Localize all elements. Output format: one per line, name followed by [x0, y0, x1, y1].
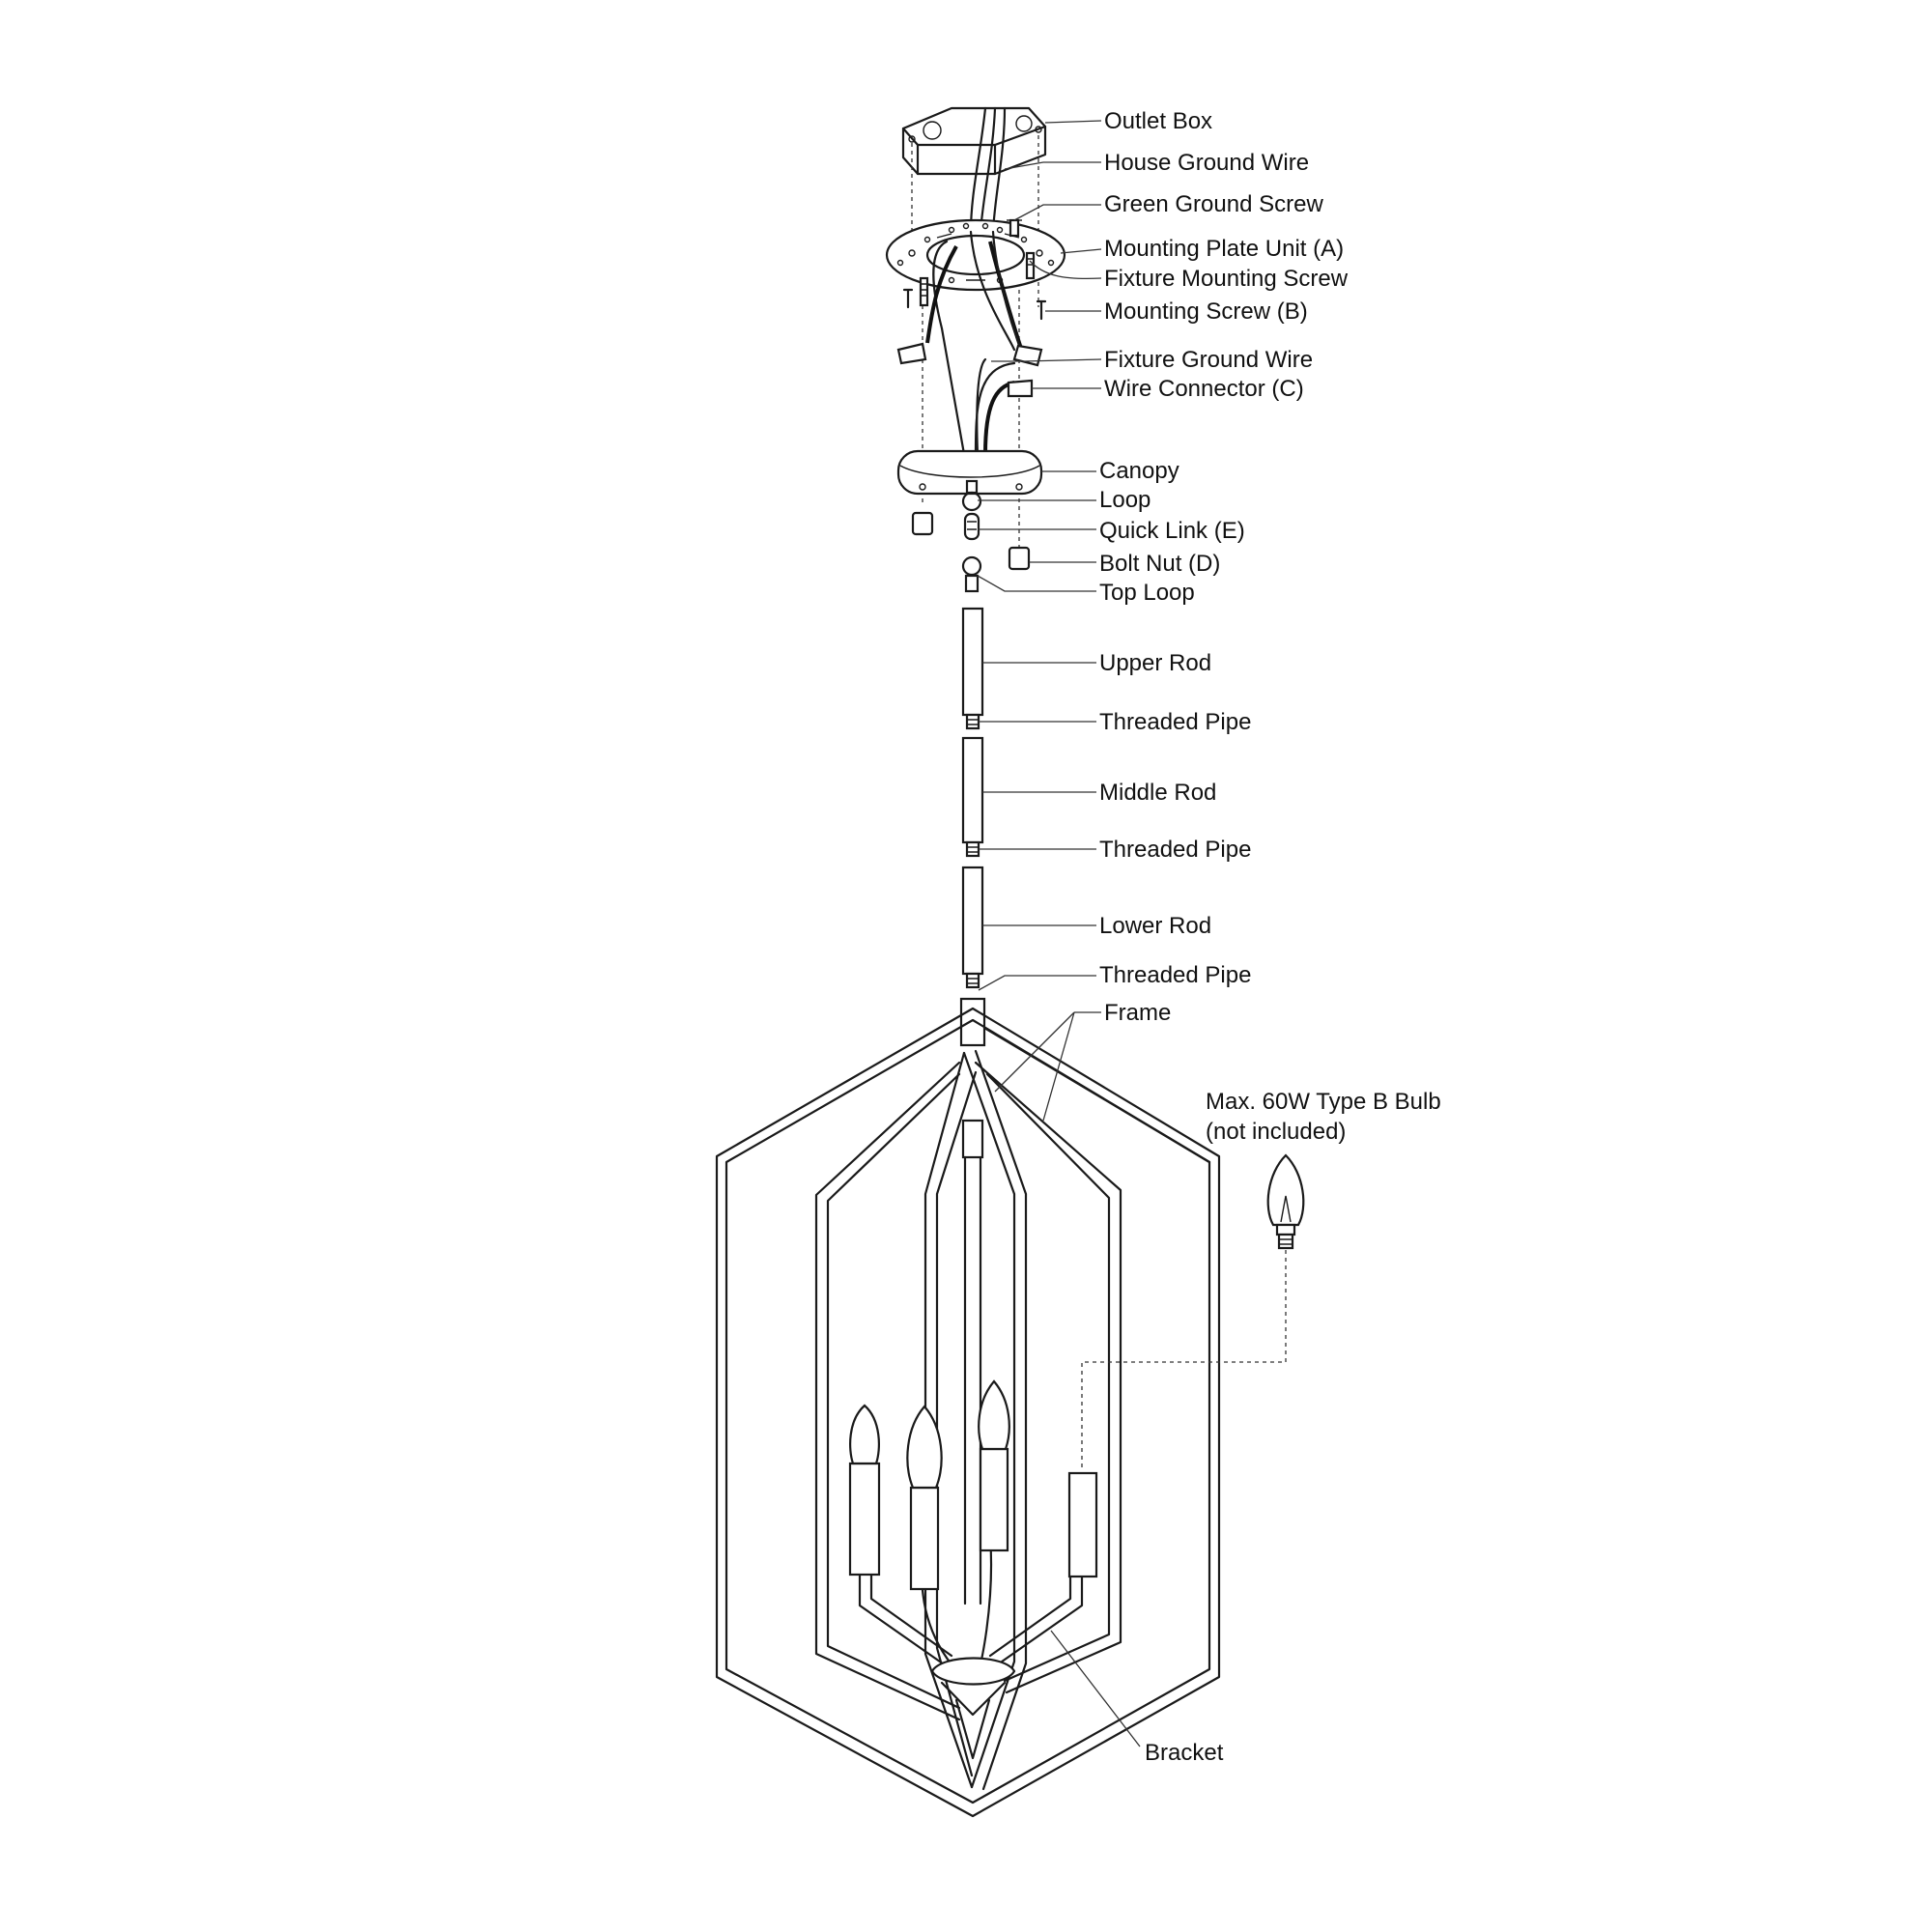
house-wires: [971, 108, 1005, 232]
loop-assembly: [963, 481, 980, 591]
bulb-3: [979, 1381, 1009, 1449]
label-frame: Frame: [1104, 1000, 1172, 1026]
label-lower-rod: Lower Rod: [1099, 913, 1212, 939]
label-threaded-pipe-1: Threaded Pipe: [1099, 709, 1252, 735]
label-middle-rod: Middle Rod: [1099, 780, 1217, 806]
lower-rod: [963, 867, 982, 974]
label-house-ground-wire: House Ground Wire: [1104, 150, 1310, 176]
candle-3: [980, 1449, 1008, 1550]
wire-connectors: [898, 344, 1041, 396]
label-mounting-screw: Mounting Screw (B): [1104, 298, 1308, 325]
label-upper-rod: Upper Rod: [1099, 650, 1212, 676]
label-threaded-pipe-3: Threaded Pipe: [1099, 962, 1252, 988]
label-wire-connector: Wire Connector (C): [1104, 376, 1304, 402]
outlet-box: [903, 108, 1045, 174]
middle-rod: [963, 738, 982, 842]
label-outlet-box: Outlet Box: [1104, 108, 1213, 134]
labels: [1099, 108, 1441, 1766]
frame: [717, 999, 1219, 1816]
label-fixture-ground-wire: Fixture Ground Wire: [1104, 347, 1314, 373]
upper-rod: [963, 609, 982, 715]
bulb-1: [850, 1406, 879, 1463]
candle-4: [1069, 1473, 1096, 1577]
candle-2: [911, 1488, 938, 1589]
label-mounting-plate-unit: Mounting Plate Unit (A): [1104, 236, 1345, 262]
label-canopy: Canopy: [1099, 458, 1179, 484]
label-bolt-nut: Bolt Nut (D): [1099, 551, 1221, 577]
threaded-pipe-3: [967, 974, 979, 987]
threaded-pipe-2: [967, 842, 979, 856]
candle-1: [850, 1463, 879, 1575]
label-bracket: Bracket: [1145, 1740, 1224, 1766]
mounting-plate: [887, 220, 1065, 290]
label-green-ground-screw: Green Ground Screw: [1104, 191, 1323, 217]
candle-arms: [860, 1536, 1082, 1715]
candles: [850, 1381, 1096, 1589]
stem-rods: [963, 609, 982, 987]
threaded-pipe-1: [967, 715, 979, 728]
label-top-loop: Top Loop: [1099, 580, 1195, 606]
type-b-bulb: [1082, 1155, 1303, 1468]
label-bulb-line2: (not included): [1206, 1119, 1347, 1145]
label-threaded-pipe-2: Threaded Pipe: [1099, 837, 1252, 863]
label-quick-link: Quick Link (E): [1099, 518, 1245, 544]
label-bulb-line1: Max. 60W Type B Bulb: [1206, 1089, 1441, 1115]
label-loop: Loop: [1099, 487, 1151, 513]
label-fixture-mounting-screw: Fixture Mounting Screw: [1104, 266, 1349, 292]
